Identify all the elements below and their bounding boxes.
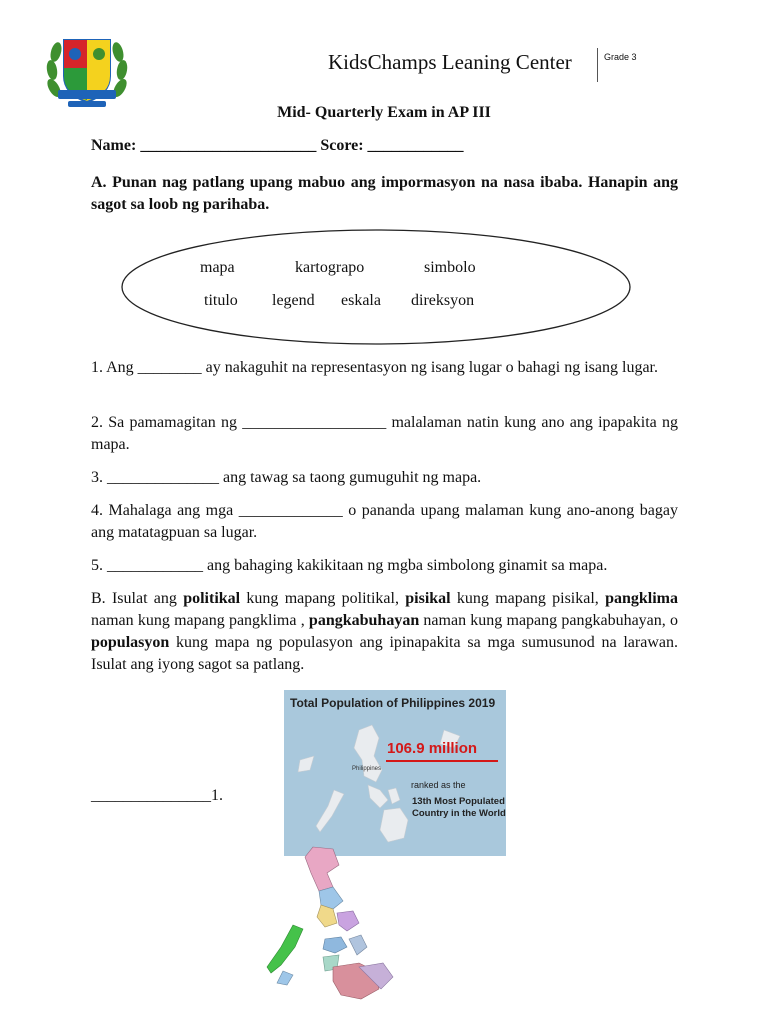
rank-text [412,796,506,820]
rank-line: 13th Most Populated [412,796,505,807]
rank-line: Country in the World [412,808,506,819]
name-score-line: Name: ______________________ Score: ____________ [91,137,464,154]
keyword-pisikal: pisikal [405,590,451,607]
instruction-text: kung mapang politikal, [240,590,406,607]
word-bank-item: titulo [204,292,238,309]
instruction-text: naman kung mapang pangkabuhayan, o [419,612,678,629]
keyword-pangklima: pangklima [605,590,679,607]
instruction-text: kung mapang pisikal, [450,590,606,607]
question-item: 2. Sa pamamagitan ng __________________ malalaman natin kung ano ang ipapakita ng mapa. [91,414,678,453]
word-bank-item: kartograpo [295,259,365,276]
word-bank-item: direksyon [411,292,475,309]
philippines-map-icon [284,690,506,856]
instruction-text: naman kung mapang pangklima , [91,612,309,629]
ranked-text: ranked as the [411,780,466,790]
word-bank-item: legend [272,292,315,309]
population-map-image [284,690,506,856]
learning-center-name: KidsChamps Leaning Center [328,50,572,74]
question-item: 5. ____________ ang bahaging kakikitaan ng mgba simbolong ginamit sa mapa. [91,557,608,574]
school-logo-icon [44,28,130,114]
section-b-instructions [91,588,678,676]
regions-map-icon [263,843,399,1003]
question-item: 1. Ang ________ ay nakaguhit na representasyon ng isang lugar o bahagi ng isang lugar. [91,359,658,376]
word-bank-item: mapa [200,259,235,276]
question-item: 4. Mahalaga ang mga _____________ o pananda upang malaman kung ano-anong bagay ang matatagpuan sa lugar. [91,502,678,541]
keyword-politikal: politikal [183,590,241,607]
question-item: 3. ______________ ang tawag sa taong gumuguhit ng mapa. [91,469,482,486]
population-underline [386,760,498,762]
word-bank-item: simbolo [424,259,476,276]
section-a-instructions: A. Punan nag patlang upang mabuo ang impormasyon na nasa ibaba. Hanapin ang sagot sa loob ng parihaba. [91,174,678,213]
answer-blank-1: _______________1. [91,787,223,804]
word-bank-item: eskala [341,292,381,309]
keyword-populasyon: populasyon [91,634,170,651]
grade-label: Grade 3 [604,52,637,62]
keyword-pangkabuhayan: pangkabuhayan [308,612,420,629]
population-value: 106.9 million [387,740,478,757]
population-title: Total Population of Philippines 2019 [290,696,496,710]
exam-title: Mid- Quarterly Exam in AP III [277,104,491,121]
country-label: Philippines [352,766,382,772]
instruction-text: B. Isulat ang [91,590,184,607]
word-bank-ellipse [120,228,632,346]
instruction-text: kung mapa ng populasyon ang ipinapakita sa mga sumusunod na larawan. Isulat ang iyong sagot sa patlang. [91,634,678,673]
header-divider [597,48,598,82]
